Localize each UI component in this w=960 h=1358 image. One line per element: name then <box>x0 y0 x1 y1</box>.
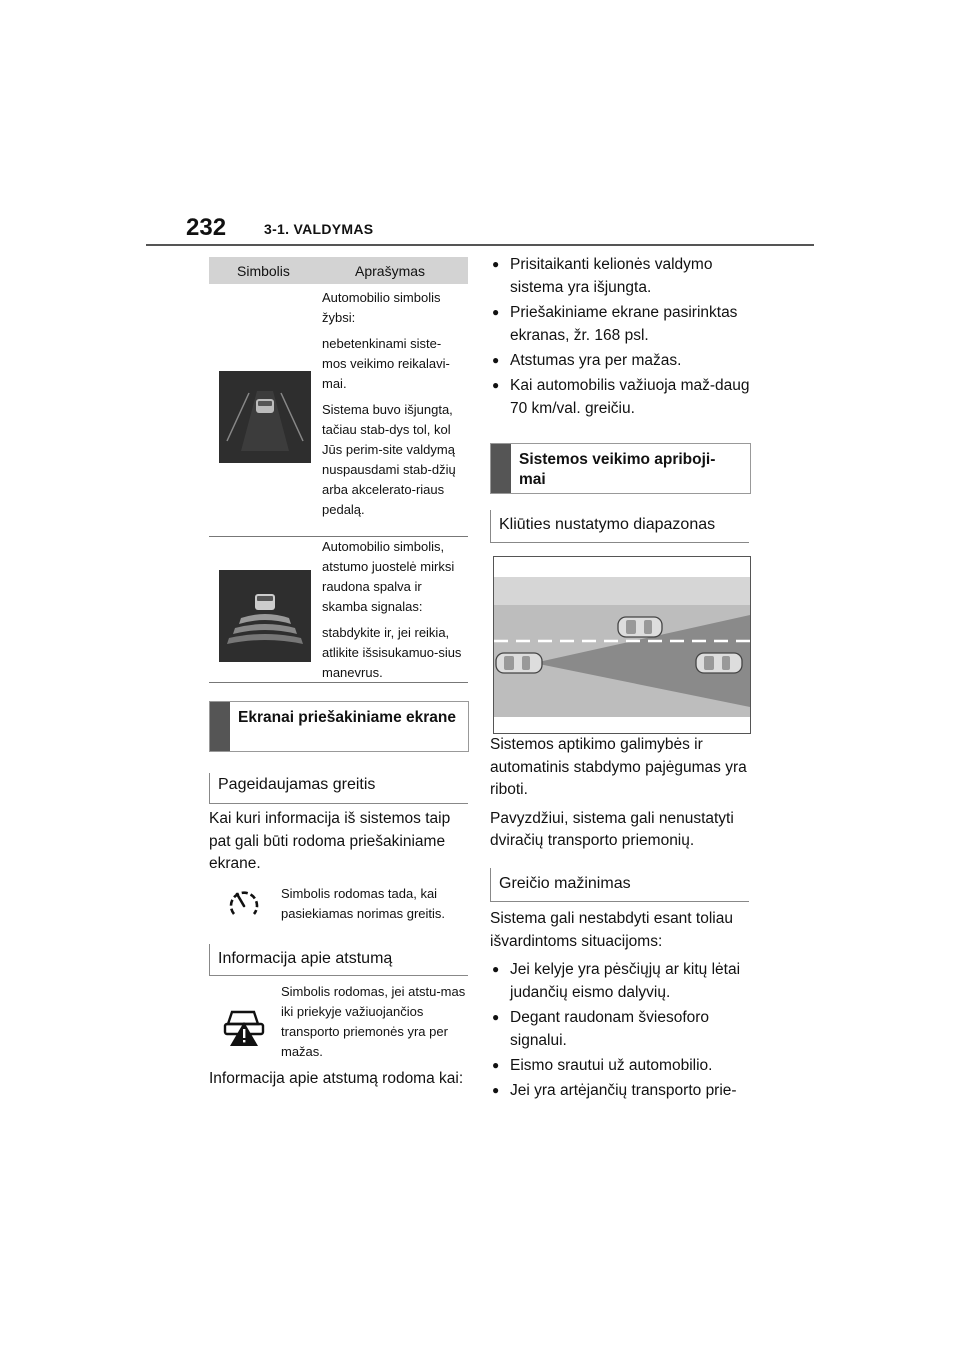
row2-description <box>322 537 466 689</box>
sub-heading-left-rule-4 <box>490 868 491 901</box>
limitations-text-1: Sistemos aptikimo galimybės ir automatinis stabdymo pajėgumas yra riboti. <box>490 736 747 798</box>
car-warning-icon <box>222 1004 266 1046</box>
sub-heading-left-rule <box>209 773 210 803</box>
sub-heading-rule-3 <box>490 542 749 543</box>
section-heading-hud-text: Ekranai priešakiniame ekrane <box>238 709 456 726</box>
row2-line1: Automobilio simbolis, atstumo juostelė mirksi raudona spalva ir skamba signalas: <box>322 539 455 614</box>
page-number: 232 <box>186 214 227 241</box>
row1-line3: Sistema buvo išjungta, tačiau stab-dys tol, kol Jūs perim-site valdymą nuspausdami stab-džių arba akcelerato-riaus pedalą. <box>322 402 456 517</box>
bullet-item: ● Kai automobilis važiuoja maž-daug 70 km/val. greičiu. <box>492 374 757 420</box>
sub-heading-desired-speed: Pageidaujamas greitis <box>218 776 376 793</box>
speed-reduction-text: Sistema gali nestabdyti esant toliau išvardintoms situacijoms: <box>490 910 733 950</box>
symbol-table-header <box>209 257 468 284</box>
section-heading-limitations <box>490 443 751 494</box>
col-description: Aprašymas <box>355 263 426 279</box>
header-rule <box>146 244 814 246</box>
hud-intro-paragraph <box>209 808 471 876</box>
chapter-title: 3-1. VALDYMAS <box>264 221 374 237</box>
bullet-item: ● Atstumas yra per mažas. <box>492 349 757 372</box>
car-ahead-lane <box>618 617 662 637</box>
bullet-item: ● Degant raudonam šviesoforo signalui. <box>492 1006 757 1052</box>
bullet-list-top <box>492 253 757 422</box>
speed-icon-description: Simbolis rodomas tada, kai pasiekiamas norimas greitis. <box>281 886 446 921</box>
sub-heading-left-rule-2 <box>209 944 210 975</box>
sub-heading-detection-range: Kliūties nustatymo diapazonas <box>499 516 716 533</box>
bullet-item: ● Jei yra artėjančių transporto prie- <box>492 1079 757 1102</box>
speedometer-icon <box>226 886 262 922</box>
limitations-text-2: Pavyzdžiui, sistema gali nenustatyti dviračių transporto priemonių. <box>490 809 734 849</box>
bullet-list-bottom <box>492 958 757 1104</box>
distance-icon-description: Simbolis rodomas, jei atstu-mas iki priekyje važiuojančios transporto priemonės yra per mažas. <box>281 984 466 1059</box>
own-car <box>496 653 542 673</box>
limitations-paragraphs <box>490 734 756 853</box>
speed-reduction-paragraph <box>490 908 756 953</box>
row1-line2: nebetenkinami siste-mos veikimo reikalavi-mai. <box>322 336 450 391</box>
row1-description <box>322 288 464 526</box>
bullet-item: ● Eismo srautui už automobilio. <box>492 1054 757 1077</box>
detection-range-diagram <box>493 556 751 734</box>
bullet-item: ● Prisitaikanti kelionės valdymo sistema yra išjungta. <box>492 253 757 299</box>
sub-heading-distance-info: Informacija apie atstumą <box>218 950 393 967</box>
table-bottom-rule <box>209 682 468 683</box>
bullet-item: ● Jei kelyje yra pėsčiųjų ar kitų lėtai judančių eismo dalyvių. <box>492 958 757 1004</box>
sub-heading-speed-reduction: Greičio mažinimas <box>499 875 631 892</box>
hud-intro-text: Kai kuri informacija iš sistemos taip pat gali būti rodoma priešakiniame ekrane. <box>209 810 451 872</box>
car-lane-display-icon <box>219 371 311 463</box>
row2-line2: stabdykite ir, jei reikia, atlikite išsisukamuo-sius manevrus. <box>322 625 462 680</box>
row1-line1: Automobilio simbolis žybsi: <box>322 290 441 325</box>
sub-heading-rule-4 <box>490 901 749 902</box>
distance-info-text: Informacija apie atstumą rodoma kai: <box>209 1070 464 1087</box>
col-symbol: Simbolis <box>237 263 290 279</box>
sub-heading-rule <box>209 803 468 804</box>
sub-heading-left-rule-3 <box>490 510 491 542</box>
car-distance-bars-icon <box>219 570 311 662</box>
section-heading-hud <box>209 701 469 752</box>
section-heading-limitations-text: Sistemos veikimo apriboji-mai <box>519 451 716 488</box>
sub-heading-rule-2 <box>209 975 468 976</box>
car-ahead-same-lane <box>696 653 742 673</box>
bullet-item: ● Priešakiniame ekrane pasirinktas ekranas, žr. 168 psl. <box>492 301 757 347</box>
distance-info-paragraph <box>209 1068 471 1091</box>
